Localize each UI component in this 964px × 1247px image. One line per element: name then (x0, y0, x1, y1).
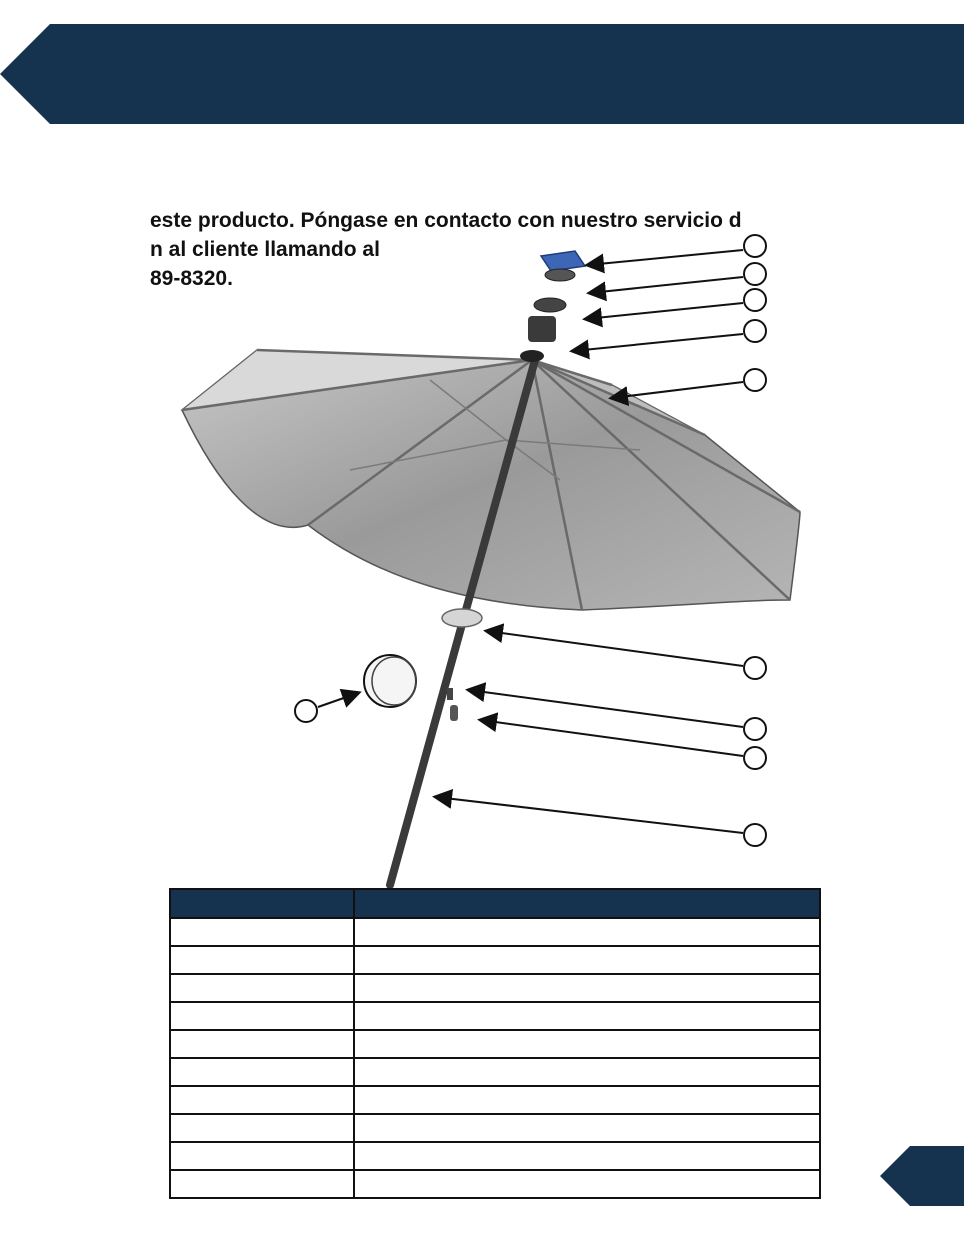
parts-table (169, 888, 821, 1199)
header-cell-description (354, 889, 820, 918)
table-cell (170, 918, 354, 946)
table-row (170, 918, 820, 946)
table-cell (170, 1002, 354, 1030)
table-row (170, 1114, 820, 1142)
umbrella-canopy (182, 350, 800, 610)
table-cell (170, 1170, 354, 1198)
callout-circle-4 (744, 320, 766, 342)
table-cell (354, 1030, 820, 1058)
leader-arrow-3 (586, 303, 743, 319)
intro-line-2: n al cliente llamando al (150, 238, 380, 261)
table-cell (354, 1002, 820, 1030)
callout-circle-7 (744, 718, 766, 740)
table-cell (170, 1114, 354, 1142)
table-cell (354, 946, 820, 974)
top-cap (545, 269, 575, 281)
callout-circle-3 (744, 289, 766, 311)
table-cell (354, 1114, 820, 1142)
table-cell (354, 1142, 820, 1170)
leader-arrow-5 (612, 382, 743, 398)
table-row (170, 1030, 820, 1058)
tilt-button (447, 688, 453, 700)
leader-arrow-4 (573, 334, 743, 351)
table-cell (354, 1058, 820, 1086)
table-header-row (170, 889, 820, 918)
table-row (170, 1002, 820, 1030)
callout-circle-8 (744, 747, 766, 769)
leader-arrow-2 (590, 277, 743, 293)
callout-circle-10 (295, 700, 317, 722)
solar-panel (541, 251, 585, 271)
table-cell (354, 1086, 820, 1114)
table-row (170, 946, 820, 974)
hub-top (520, 350, 544, 362)
callout-circle-9 (744, 824, 766, 846)
leader-arrow-1 (588, 250, 743, 265)
table-cell (354, 1170, 820, 1198)
callout-circle-2 (744, 263, 766, 285)
table-row (170, 1142, 820, 1170)
table-row (170, 1170, 820, 1198)
leader-arrow-8 (481, 720, 743, 756)
leader-arrow-6 (487, 631, 743, 666)
table-cell (170, 1058, 354, 1086)
table-cell (170, 1142, 354, 1170)
crank-collar (442, 609, 482, 627)
table-row (170, 1086, 820, 1114)
intro-line-3: 89-8320. (150, 267, 233, 290)
leader-arrow-10 (318, 693, 358, 707)
table-row (170, 1058, 820, 1086)
header-cell-part (170, 889, 354, 918)
callout-circle-5 (744, 369, 766, 391)
leader-arrow-9 (436, 797, 743, 833)
table-cell (170, 974, 354, 1002)
callout-circle-6 (744, 657, 766, 679)
table-cell (170, 946, 354, 974)
page-number-tab (880, 1146, 964, 1206)
table-cell (354, 918, 820, 946)
cap-ring (534, 298, 566, 312)
light-housing (528, 316, 556, 342)
intro-line-1: este producto. Póngase en contacto con nuestro servicio d (150, 209, 742, 232)
callout-circle-1 (744, 235, 766, 257)
tilt-part (450, 705, 458, 721)
leader-arrow-7 (469, 690, 743, 727)
table-cell (354, 974, 820, 1002)
table-cell (170, 1030, 354, 1058)
table-cell (170, 1086, 354, 1114)
table-row (170, 974, 820, 1002)
